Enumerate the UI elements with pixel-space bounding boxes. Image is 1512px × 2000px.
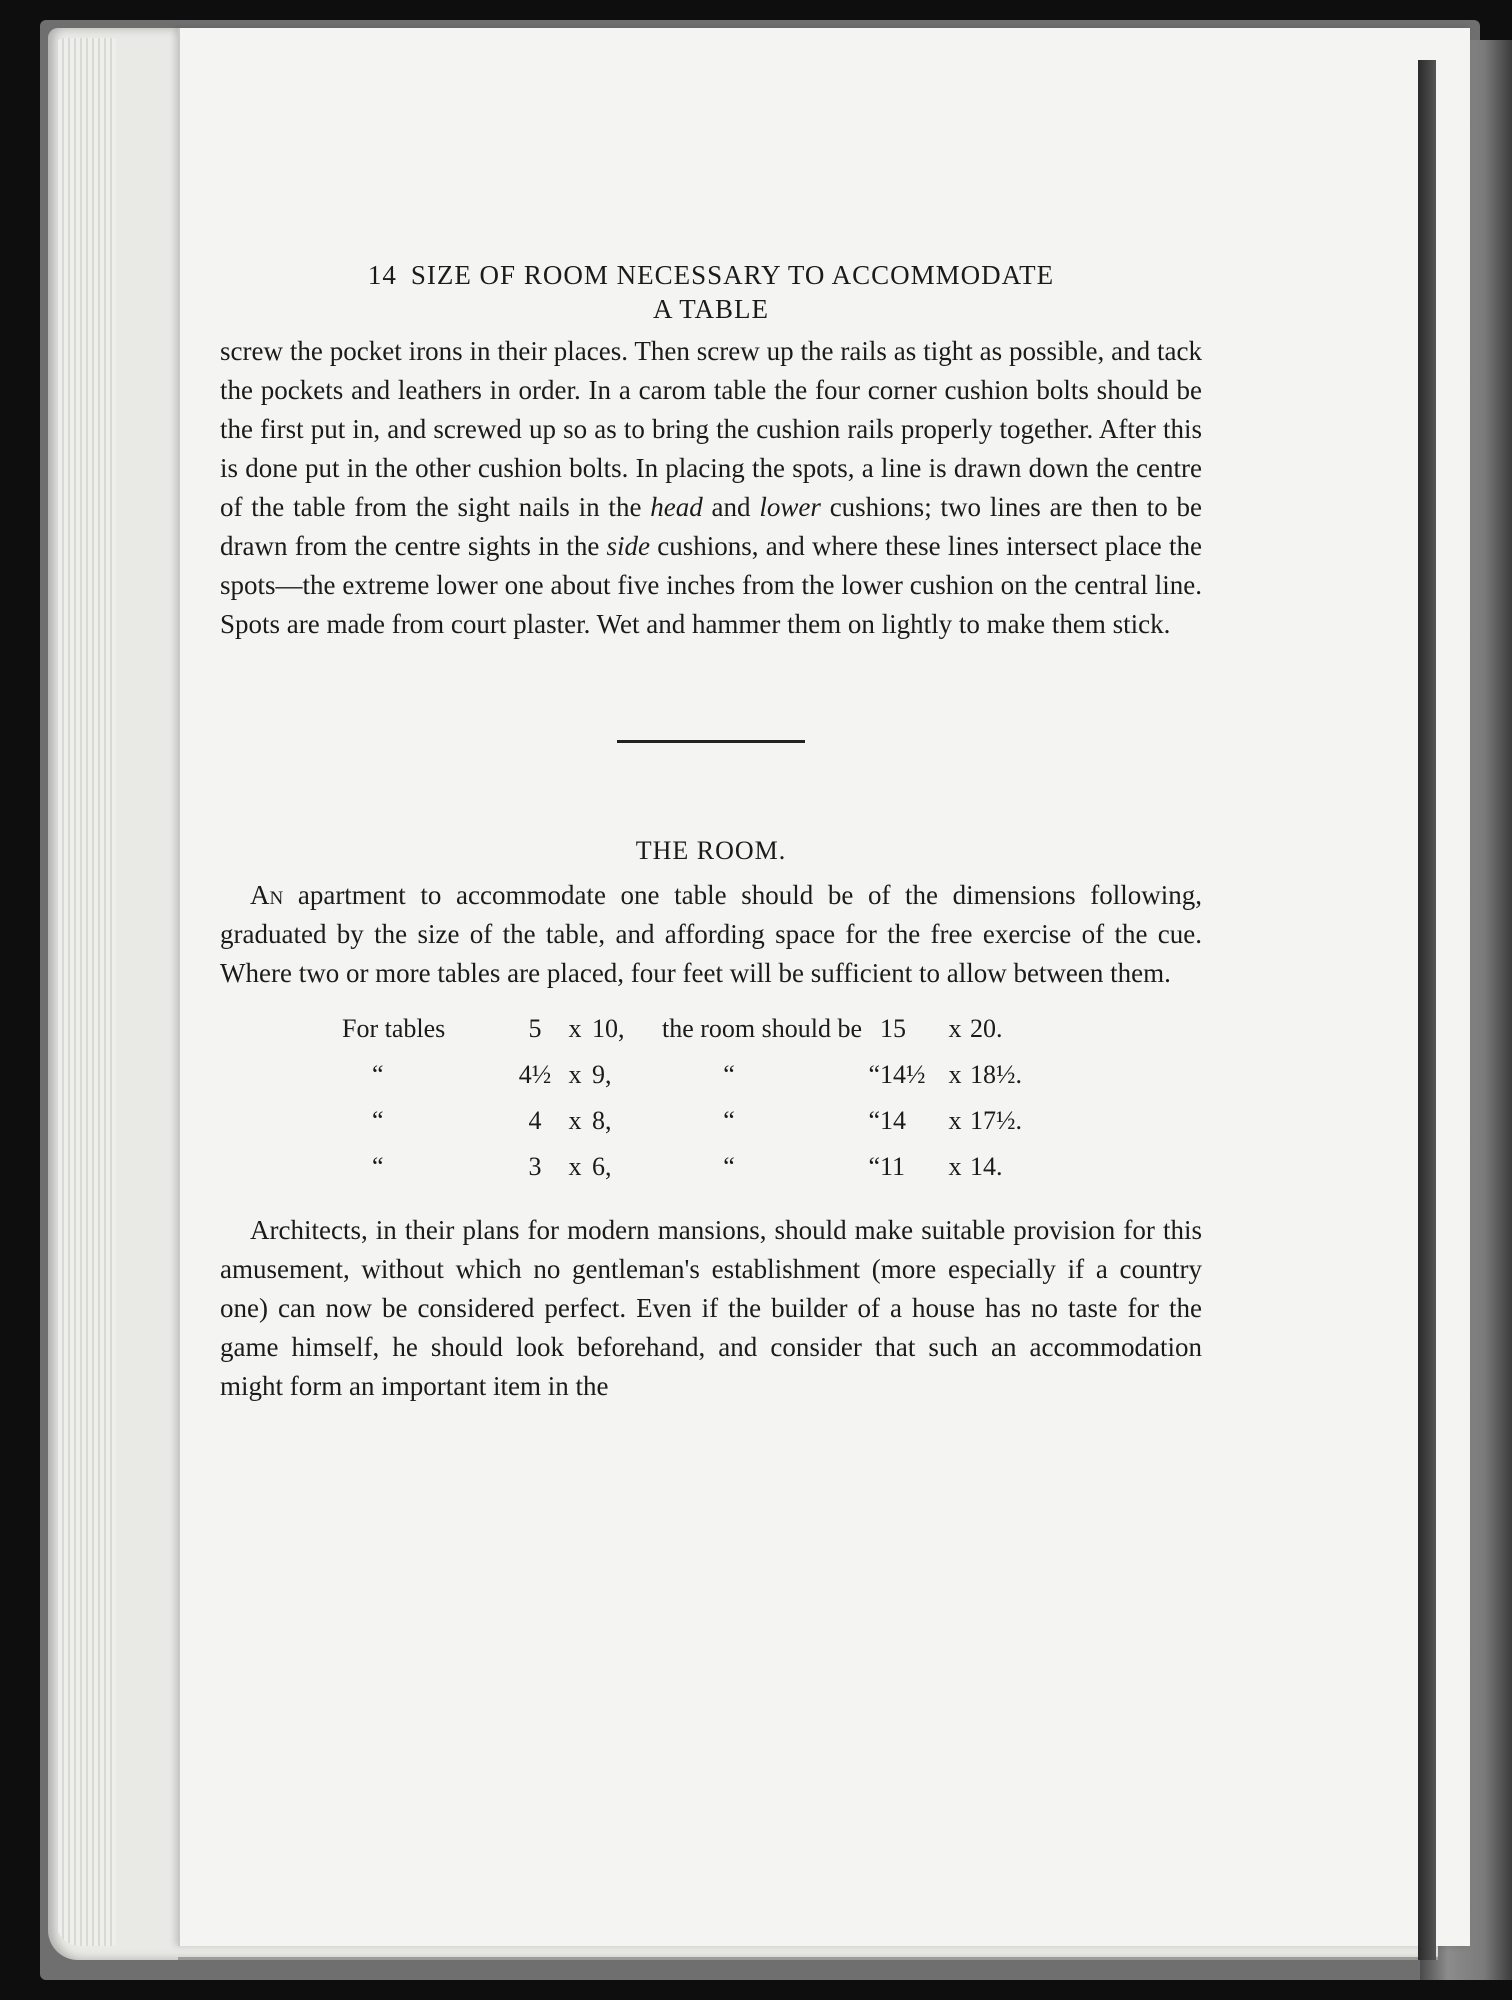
paragraph-text: screw the pocket irons in their places. Then screw up the rails as tight as possible, and tack the pockets and leathers in order. In a carom table the four corner cushion bolts should be the first put in, and screwed up so as to bring the cushion rails properly together. After this is done put in the other cushion bolts. In placing the spots, a line is drawn down the centre of the table from the sight nails in the bbox=[220, 336, 1202, 522]
running-head-line-1: SIZE OF ROOM NECESSARY TO ACCOMMODATE bbox=[410, 260, 1055, 290]
table-row bbox=[342, 1097, 1050, 1143]
table-width: 4½ bbox=[518, 1059, 552, 1089]
table-length: 9, bbox=[592, 1059, 612, 1089]
times-sign: x bbox=[568, 1151, 582, 1181]
room-width: 15 bbox=[880, 1013, 906, 1043]
times-sign: x bbox=[948, 1105, 962, 1135]
row-label: “ bbox=[372, 1059, 384, 1089]
paragraph-architects: Architects, in their plans for modern mansions, should make suitable provision for this amusement, without which no gentleman's establishment (more especially if a country one) can now be considered perfect. Even if the builder of a house has no taste for the game himself, he should look beforehand, and consider that such an accommodation might form an important item in the bbox=[220, 1215, 1202, 1401]
paragraph-text: cushions; two lines are then to be drawn from the centre sights in the bbox=[220, 492, 1203, 561]
section-divider bbox=[617, 740, 805, 743]
room-length: 17½. bbox=[970, 1105, 1022, 1135]
ditto-mark: “ bbox=[868, 1151, 880, 1181]
italic-lower: lower bbox=[759, 492, 821, 522]
table-row bbox=[342, 1005, 1050, 1051]
times-sign: x bbox=[948, 1059, 962, 1089]
page-number: 14 bbox=[367, 260, 397, 290]
table-width: 3 bbox=[528, 1151, 542, 1181]
room-length: 18½. bbox=[970, 1059, 1022, 1089]
paragraph-room bbox=[220, 876, 1202, 993]
table-width: 5 bbox=[528, 1013, 542, 1043]
times-sign: x bbox=[568, 1059, 582, 1089]
table-width: 4 bbox=[528, 1105, 542, 1135]
paragraph-text: apartment to accommodate one table should be of the dimensions following, graduated by the size of the table, and affording space for the free exercise of the cue. Where two or more tables are placed, four feet will be sufficient to allow between them. bbox=[220, 880, 1202, 988]
italic-side: side bbox=[606, 531, 651, 561]
table-length: 8, bbox=[592, 1105, 612, 1135]
room-width: 14 bbox=[880, 1105, 906, 1135]
paragraph-text: and bbox=[702, 492, 760, 522]
times-sign: x bbox=[948, 1151, 962, 1181]
section-title: THE ROOM. bbox=[635, 836, 787, 865]
paragraph-text: cushions, and where these lines intersect place the spots—the extreme lower one about five inches from the lower cushion on the central line. Spots are made from court plaster. Wet and hammer them on lightly to make them stick. bbox=[220, 531, 1202, 639]
room-phrase: the room should be bbox=[662, 1013, 863, 1043]
room-width: 14½ bbox=[880, 1059, 926, 1089]
times-sign: x bbox=[568, 1105, 582, 1135]
running-head bbox=[220, 258, 1202, 326]
ditto-mark: “ bbox=[723, 1151, 735, 1181]
paragraph-cushions bbox=[220, 332, 1202, 644]
ditto-mark: “ bbox=[723, 1105, 735, 1135]
times-sign: x bbox=[948, 1013, 962, 1043]
italic-head: head bbox=[650, 492, 703, 522]
ditto-mark: “ bbox=[868, 1059, 880, 1089]
table-row bbox=[342, 1143, 1050, 1189]
row-label: “ bbox=[372, 1151, 384, 1181]
running-head-line-2: A TABLE bbox=[652, 294, 770, 324]
room-dimensions-table bbox=[342, 1005, 1050, 1189]
drop-cap-word: An bbox=[250, 880, 284, 910]
spine-shadow bbox=[1418, 60, 1436, 1960]
page-edge-line bbox=[178, 1957, 1438, 1960]
room-width: 11 bbox=[880, 1151, 906, 1181]
table-length: 10, bbox=[592, 1013, 625, 1043]
page-content bbox=[220, 258, 1202, 1406]
room-length: 14. bbox=[970, 1151, 1003, 1181]
table-length: 6, bbox=[592, 1151, 612, 1181]
row-label: For tables bbox=[342, 1013, 446, 1043]
ditto-mark: “ bbox=[868, 1105, 880, 1135]
row-label: “ bbox=[372, 1105, 384, 1135]
ditto-mark: “ bbox=[723, 1059, 735, 1089]
room-length: 20. bbox=[970, 1013, 1003, 1043]
times-sign: x bbox=[568, 1013, 582, 1043]
table-row bbox=[342, 1051, 1050, 1097]
